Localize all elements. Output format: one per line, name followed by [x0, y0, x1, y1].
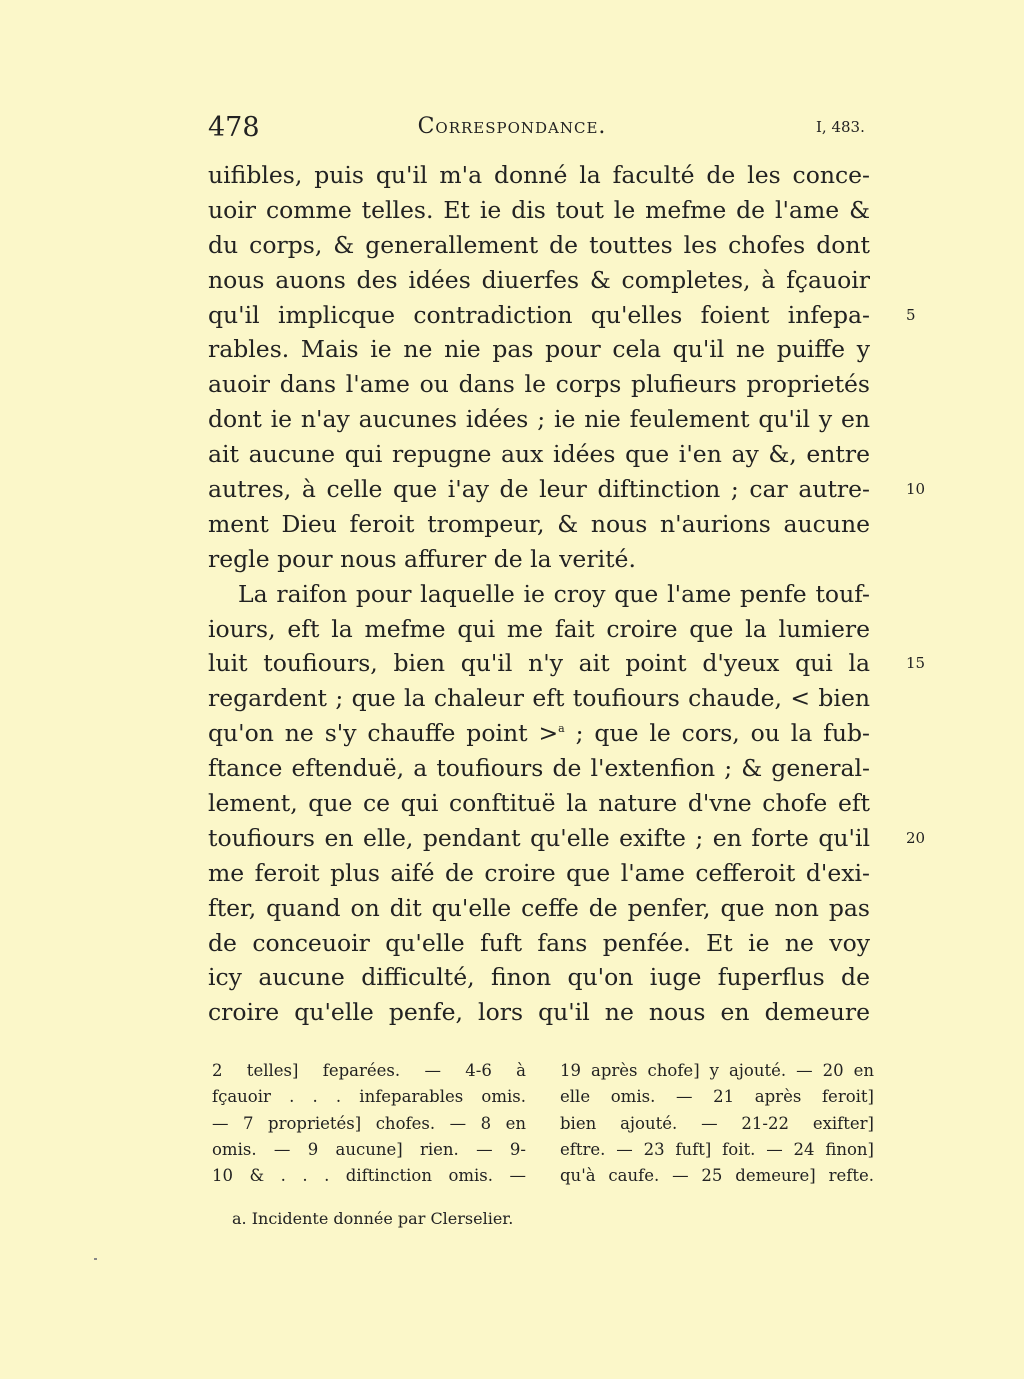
line-text: regardent ; que la chaleur eft toufiours chaude, < bien: [208, 684, 870, 713]
text-line: [208, 716, 870, 751]
text-line: [208, 507, 870, 542]
line-text: ait aucune qui repugne aux idées que i'en ay &, entre: [208, 440, 870, 469]
line-text: ment Dieu feroit trompeur, & nous n'aurions aucune: [208, 509, 870, 538]
notes-right-column: [560, 1058, 874, 1189]
notes-left-column: [212, 1058, 526, 1189]
line-text: me feroit plus aifé de croire que l'ame cefferoit d'exi-: [208, 858, 870, 887]
text-line: [208, 926, 870, 961]
text-line: [208, 542, 870, 577]
line-text: lement, que ce qui conftituë la nature d'vne chofe eft: [208, 789, 870, 818]
note-line: bien ajouté. — 21-22 exifter]: [560, 1113, 874, 1133]
text-line: [208, 228, 870, 263]
line-text: de conceuoir qu'elle fuft fans penfée. Et ie ne voy: [208, 928, 870, 957]
running-title: Correspondance.: [417, 114, 607, 139]
text-line: [208, 891, 870, 926]
line-text: qu'il implicque contradiction qu'elles foient infepa-: [208, 300, 870, 329]
line-number: 10: [906, 480, 926, 499]
line-number: 5: [906, 305, 916, 324]
footnote: a. Incidente donnée par Clerselier.: [232, 1209, 514, 1228]
note-line: 2 telles] feparées. — 4-6 à: [212, 1061, 526, 1080]
line-text: autres, à celle que i'ay de leur diftinction ; car autre-: [208, 475, 870, 504]
line-text: qu'on ne s'y chauffe point >: [208, 719, 559, 748]
note-line: 19 après chofe] y ajouté. — 20 en: [560, 1061, 874, 1080]
text-line: [208, 158, 870, 193]
line-text: nous auons des idées diuerfes & completes, à fçauoir: [208, 265, 870, 294]
text-line: [208, 821, 926, 856]
page-number: 478: [208, 112, 260, 143]
line-text: ftance eftenduë, a toufiours de l'extenfion ; & general-: [208, 754, 870, 783]
note-line: qu'à caufe. — 25 demeure] refte.: [560, 1166, 874, 1186]
line-text: fter, quand on dit qu'elle ceffe de penfer, que non pas: [208, 893, 870, 922]
line-number: 20: [906, 828, 926, 847]
main-text: [208, 158, 926, 1030]
note-line: fçauoir . . . infeparables omis.: [212, 1087, 526, 1107]
text-line: [208, 681, 870, 716]
line-text: du corps, & generallement de touttes les chofes dont: [208, 230, 870, 259]
line-text: rables. Mais ie ne nie pas pour cela qu'il ne puiffe y: [208, 335, 870, 364]
page-speck: [94, 1258, 97, 1260]
line-text: La raifon pour laquelle ie croy que l'ame penfe touf-: [238, 579, 870, 608]
text-line: [208, 298, 916, 333]
line-text: luit toufiours, bien qu'il n'y ait point d'yeux qui la: [208, 649, 870, 678]
note-line: elle omis. — 21 après feroit]: [560, 1087, 874, 1107]
text-line: [208, 646, 926, 681]
text-line: [208, 332, 870, 367]
line-text: toufiours en elle, pendant qu'elle exifte ; en forte qu'il: [208, 823, 870, 852]
line-text: iours, eft la mefme qui me fait croire que la lumiere: [208, 614, 870, 643]
text-line: [208, 995, 870, 1030]
line-text: dont ie n'ay aucunes idées ; ie nie feulement qu'il y en: [208, 405, 870, 434]
text-line: [208, 367, 870, 402]
text-line: [208, 960, 870, 995]
line-text: croire qu'elle penfe, lors qu'il ne nous en demeure: [208, 998, 870, 1027]
note-line: 10 & . . . diftinction omis. —: [212, 1166, 526, 1186]
line-number: 15: [906, 654, 926, 673]
text-line: [208, 612, 870, 647]
line-text: regle pour nous affurer de la verité.: [208, 544, 636, 573]
volume-reference: I, 483.: [816, 118, 865, 136]
note-line: eftre. — 23 fuft] foit. — 24 finon]: [560, 1139, 874, 1159]
text-line: [208, 856, 870, 891]
footnote-marker: a: [558, 722, 565, 736]
line-text: uifibles, puis qu'il m'a donné la faculté de les conce-: [208, 161, 870, 189]
text-line: [208, 472, 926, 507]
line-text: auoir dans l'ame ou dans le corps plufieurs proprietés: [208, 370, 870, 399]
note-line: — 7 proprietés] chofes. — 8 en: [212, 1113, 526, 1133]
line-text: uoir comme telles. Et ie dis tout le mefme de l'ame &: [208, 195, 870, 224]
note-line: omis. — 9 aucune] rien. — 9-: [212, 1139, 526, 1159]
text-line: [208, 193, 870, 228]
text-line: [208, 786, 870, 821]
page-header: [0, 112, 1024, 146]
text-line: [208, 263, 870, 298]
text-line: [208, 437, 870, 472]
text-line: [208, 402, 870, 437]
text-line: [208, 577, 870, 612]
line-text-tail: ; que le cors, ou la fub-: [564, 719, 870, 748]
line-text: icy aucune difficulté, finon qu'on iuge fuperflus de: [208, 963, 870, 992]
text-line: [208, 751, 870, 786]
